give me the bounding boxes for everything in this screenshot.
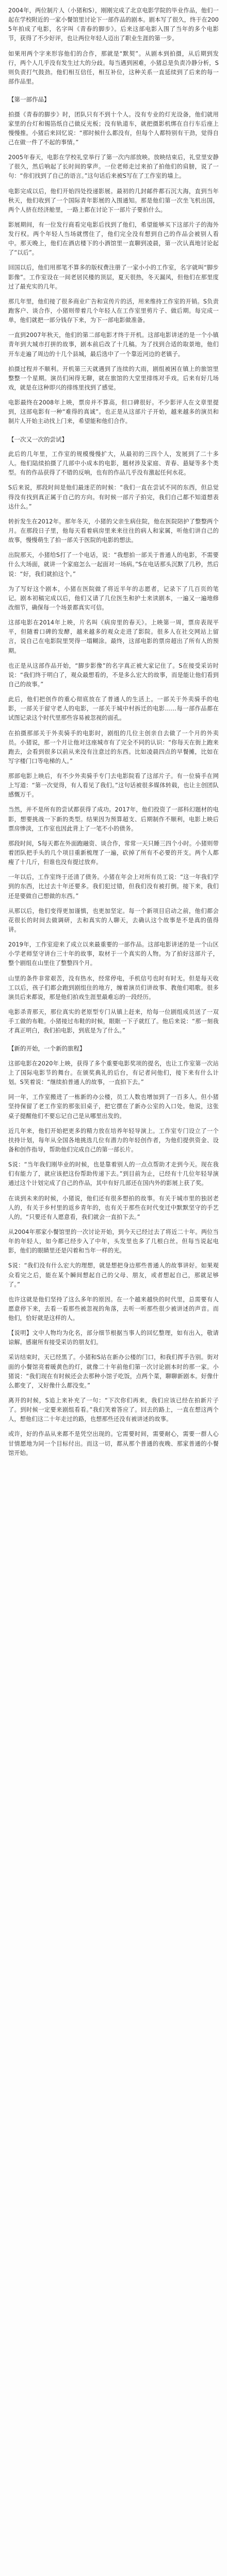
paragraph: 【说明】文中人物均为化名，部分细节根据当事人的回忆整理，如有出入，敬请谅解。感谢所有接受采访的朋友们。	[8, 1330, 219, 1346]
paragraph: 影展期间，有一位发行商看完电影后找到了他们，希望能够买下这部片子的海外发行权。两个年轻人当场就愣住了，他们完全没有想到自己的作品会被别人看中。那天晚上，他们在酒店楼下的小酒馆里一直聊到凌晨，第一次认真地讨论起了“以后”。	[8, 221, 219, 257]
paragraph: 或许，好的作品从来都不是凭空出现的。它需要时间，需要耐心，需要一群人心甘情愿地为同一个目标付出。而这一切，都从那个普通的夜晚、那家普通的小餐馆开始。	[8, 1431, 219, 1456]
paragraph: 那几年里，他们接了很多商业广告和宣传片的活，用来维持工作室的开销。S负责跑客户、谈合作，小猪则带着几个年轻人在工作室里剪片子、做后期。每完成一单，他们就把一部分钱存下来，为下一部电影做准备。	[8, 298, 219, 324]
paragraph: 转折发生在2012年。那年冬天，小猪的父亲生病住院，他在医院陪护了整整两个月。在那段日子里，他每天看着病房里来来往往的病人和家属，听他们讲自己的故事，慢慢萌生了拍一部关于医院的电影的想法。	[8, 518, 219, 544]
paragraph: 也正是从这部作品开始，“脚步影像”的名字真正被大家记住了。S在接受采访时说：“我们终于明白了，观众最想看的，不是多么宏大的故事，而是能让他们看到自己的故事。”	[8, 662, 219, 688]
bottom-fade	[0, 2555, 227, 2576]
paragraph: 如果用两个字来形容他们的合作，那就是“默契”。从剧本到拍摄，从后期到发行，两个人几乎没有发生过大的分歧。每当遇到困难，小猪总是负责冷静分析，S则负责打气鼓劲。他们相互信任，相互补位，这种关系一直延续到了后来的每一部作品里。	[8, 50, 219, 85]
paragraph: 此后的几年里，工作室的规模慢慢扩大，从最初的三四个人，发展到了二十多人。他们陆续拍摄了几部中小成本的电影，题材涉及家庭、青春、悬疑等多个类型。有的作品获得了不错的反响，也有的作品几乎没有激起任何水花。	[8, 450, 219, 477]
paragraph: 此后，他们把创作的重心彻底放在了普通人的生活上。一部关于外卖骑手的电影，一部关于留守老人的电影，一部关于城中村拆迁的电影……每一部作品都在试图记录这个时代里那些容易被忽视的面孔。	[8, 696, 219, 722]
paragraph: 也许这就是他们坚持了这么多年的原因。在一个越来越快的时代里，总需要有人愿意停下来，去看一看那些被忽视的角落，去听一听那些很少被讲述的声音。而他们，恰好就是这样的人。	[8, 1296, 219, 1322]
section-heading: 【新的开始，一个新的旅程】	[8, 1045, 86, 1053]
paragraph: 山里的条件非常艰苦，没有热水，经常停电，手机信号也时有时无。但是每天收工以后，孩子们都会跑到剧组住的地方，缠着演员们讲故事、教他们唱歌。很多演员后来都说，那是他们拍戏生涯里最难忘的一段经历。	[8, 975, 219, 1001]
paragraph: 回国以后，他们用那笔不算多的版权费注册了一家小小的工作室，名字就叫“脚步影像”。工作室设在一间老居民楼的顶层，夏天很热，冬天漏风，但他们在那里度过了最充实的几年。	[8, 264, 219, 290]
paragraph: S后来说，那段时间是他们最迷茫的时候：“我们一直在尝试不同的东西，但总觉得没有找到真正属于自己的方向。有时候一部片子拍完，我们自己都不知道想表达什么。”	[8, 484, 219, 510]
paragraph: S说：“当年我们刚毕业的时候，也是靠着别人的一点点帮助才走到今天。现在我们有能力了，就应该把这份帮助传递下去。”到目前为止，已经有十几位年轻导演通过这个计划完成了自己的作品，其中有好几部还在国内外的影展上获了奖。	[8, 1161, 219, 1187]
paragraph: 出院那天，小猪给S打了一个电话，说：“我想拍一部关于普通人的电影，不需要什么大场面，就讲一个家庭怎么一起面对一场病。”S在电话那头沉默了几秒，然后说：“好，我们就拍这个。”	[8, 552, 219, 578]
paragraph: S说：“我们没有什么宏大的理想，就是想把身边那些普通人的故事讲好。如果观众看完之后，能在某个瞬间想起自己的父母、朋友，或者想起自己，那就足够了。”	[8, 1262, 219, 1288]
paragraph: 在拍摄那部关于外卖骑手的电影时，剧组的几位主创亲自去做了一个月的外卖员。小猪说，那一个月让他对这座城市有了完全不同的认识：“你每天在街上跑来跑去，会看到很多以前从来没有注意过的东西。比如凌晨四点的早餐摊，比如在写字楼门口等电梯的人。”	[8, 730, 219, 765]
paragraph: 那段时间，S每天都在外面跑融资、谈合作，常常一天只睡三四个小时。小猪则带着团队把手头的几个项目重新梳理了一遍，砍掉了所有不必要的开支。两个人都瘦了十几斤，但谁也没有提过放弃。	[8, 840, 219, 866]
paragraph: 拍摄《青春的脚步》时，团队只有不到十个人。没有专业的灯光设备，他们就用家里的台灯和锡箔纸自己做反光板；没有轨道车，就把摄影机绑在自行车后座上慢慢推。小猪后来回忆说：“那时候什么都没有，但每个人都特别有干劲，觉得自己在做一件了不起的事情。”	[8, 111, 219, 146]
paragraph: 2005年春天，电影在学校礼堂举行了第一次内部放映。放映结束后，礼堂里安静了很久，然后响起了长时间的掌声。一位老师走过来拍了拍他们的肩膀，说了一句：“你们找到了自己的语言。”这句话后来被S写在了工作室的墙上。	[8, 154, 219, 180]
paragraph: 在谈到未来的时候，小猪说，他们还有很多想拍的故事。有关于城市里的独居老人的，有关于乡村里的返乡青年的，也有关于那些在时代变迁中默默坚守的手艺人的。“只要还有人愿意看，我们就会一直拍下去。”	[8, 1195, 219, 1221]
paragraph: 当然，并不是所有的尝试都获得了成功。2017年，他们投资了一部科幻题材的电影，想要挑战一下新的类型。结果因为预算超支、后期制作不顺利，电影上映后票房惨淡，工作室也因此背上了一笔不小的债务。	[8, 806, 219, 832]
paragraph: 电影完成以后，他们开始四处投递影展。最初的几封邮件都石沉大海，直到当年秋天，他们收到了一个国际青年影展的入围通知。那是他们第一次坐飞机出国，两个人挤在经济舱里，一路上都在讨论下一部片子要拍什么。	[8, 188, 219, 213]
paragraph: 一年以后，工作室终于还清了债务。小猪在年会上对所有员工说：“这一年我们学到的东西，比过去十年还要多。我们犯过错，但我们没有被打倒。接下来，我们还是要做自己想做的东西。”	[8, 874, 219, 900]
paragraph: 2019年，工作室迎来了成立以来最重要的一部作品。这部电影讲述的是一个山区小学老师坚守讲台三十年的故事，取材于一个真实的人物。为了拍好这部片子，整个剧组在山里住了整整四个月。	[8, 941, 219, 967]
paragraph: 从那以后，他们变得更加谨慎，也更加坚定。每一个新项目启动之前，他们都会花很长的时间去做调研，去和真实的人聊天，去确认这个故事是不是真的值得讲。	[8, 907, 219, 934]
paragraph: 从2004年那家小餐馆里的一次讨论开始，到今天已经过去了将近二十年。两位当年的年轻人，如今都已经步入了中年，头发里也多了几根白丝。但每当说起电影，他们的眼睛里还是闪着和当年一样的光。	[8, 1228, 219, 1255]
paragraph: 那部电影上映后，有不少外卖骑手专门去电影院看了这部片子。有一位骑手在网上写道：“第一次觉得，有人看见了我们。”这句话被很多媒体转载，也让主创团队感慨万千。	[8, 773, 219, 799]
paragraph: 近几年来，他们开始把更多的精力放在培养年轻导演上。工作室专门设立了一个扶持计划，每年从全国各地挑选几位有潜力的年轻创作者，为他们提供资金、设备和创作指导，帮助他们完成自己的第一部长片。	[8, 1127, 219, 1153]
paragraph: 拍摄过程并不顺利。开机第三天就遇到了连续的大雨，剧组被困在镇上的旅馆里整整一个星期。演员们闲得无聊，就在旅馆的大堂里排练对手戏。后来有好几场戏，就是在这种即兴的排练里找到了感觉。	[8, 365, 219, 392]
section-heading: 【第一部作品】	[8, 96, 50, 104]
section-heading: 【一次又一次的尝试】	[8, 435, 68, 443]
paragraph: 2004年，两位制片人（小猪和S），刚刚完成了北京电影学院的毕业作品，他们一起在学校附近的一家小餐馆里讨论下一部作品的剧本。剧本写了很久，终于在2005年拍成了电影，名字叫《青春的脚步》。后来这部电影入围了当年的多个电影节，获得了不少好评，也让两位年轻人迈出了职业生涯的第一步。	[8, 7, 219, 42]
paragraph: 这部电影在2020年上映，获得了多个重要电影奖项的提名，也让工作室第一次站上了国际电影节的舞台。在颁奖典礼的后台，有记者问他们，接下来有什么计划。S笑着说：“继续拍普通人的故事，一直拍下去。”	[8, 1060, 219, 1086]
paragraph: 采访结束时，天已经黑了。小猪和S站在新办公楼的门口，和我们挥手告别。街对面的小餐馆亮着暖黄色的灯，就像二十年前他们第一次讨论剧本时的那一家。小猪说：“我们现在有时候还会去那种小馆子吃饭，点两个菜，聊聊新剧本。好像什么都变了，又好像什么都没变。”	[8, 1354, 219, 1389]
paragraph: 电影最终在2008年上映，票房并不算高，但口碑很好。不少影评人在文章里提到，这部电影有一种“难得的真诚”。也正是从这部片子开始，越来越多的演员和制片人开始主动找上门来，希望能和他们合作。	[8, 399, 219, 425]
paragraph: 为了写好这个剧本，小猪在医院做了将近半年的志愿者，记录下了几百页的笔记。剧本初稿完成以后，他们又请了几位医生和护士来读剧本，一遍又一遍地修改细节，确保每一个场景都真实可信。	[8, 585, 219, 611]
paragraph: 一直到2007年秋天，他们的第二部电影才终于开机。这部电影讲述的是一个小镇青年到大城市打拼的故事，剧本前后改了十几稿。为了找到合适的取景地，他们开车走遍了周边的十几个县城，最后选中了一个靠近河边的老镇子。	[8, 332, 219, 358]
paragraph: 电影杀青那天，那位真实的老原型专门从镇上赶来，给每一位剧组成员送了一双手工做的布鞋。小猪接过布鞋的时候，眼眶一下子就红了。他后来说：“那一刻我才真正明白，我们拍电影，到底是为了什么。”	[8, 1009, 219, 1035]
paragraph: 同一年，工作室搬进了一栋新的办公楼，员工人数也增加到了一百多人。但小猪坚持保留了老工作室的那张旧桌子，把它摆在了新办公室的入口处。他说，这张桌子提醒他们不要忘记自己是从哪里出发的。	[8, 1094, 219, 1120]
paragraph: 这部电影在2014年上映，片名叫《病房里的春天》。上映第一周，票房表现平平，但随着口碑的发酵，越来越多的观众走进了影院。很多人在社交网站上留言，说自己在电影院里哭得一塌糊涂。最终，这部电影的票房超出了所有人的预期。	[8, 619, 219, 654]
paragraph: 离开的时候，S追上来补充了一句：“下次你们再来，我们应该已经在拍新片子了。到时候一定要来剧组看看。”我们笑着答应了。回去的路上，一直在想这两个人，想他们这二十年走过的路，也想那些还没有被讲述的故事。	[8, 1397, 219, 1423]
